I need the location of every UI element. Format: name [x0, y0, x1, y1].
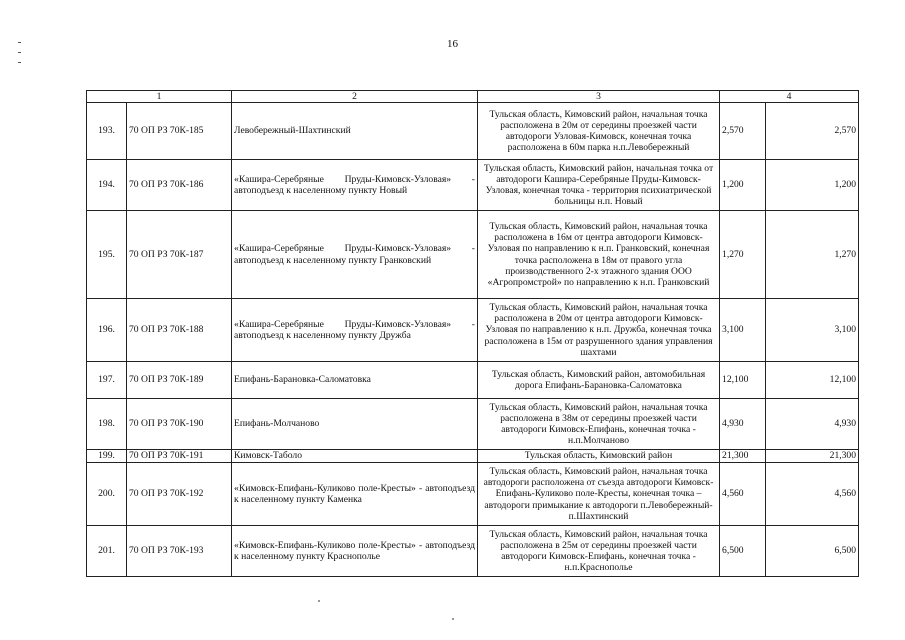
road-name: «Кашира-Серебряные Пруды-Кимовск-Узловая» - автоподъезд к населенному пункту Гранковский	[232, 211, 478, 299]
row-number: 199.	[87, 450, 127, 463]
road-name: Кимовск-Таболо	[232, 450, 478, 463]
road-code: 70 ОП РЗ 70К-187	[127, 211, 232, 299]
road-location: Тульская область, Кимовский район, автомобильная дорога Епифань-Барановка-Саломатовка	[478, 362, 720, 399]
road-location: Тульская область, Кимовский район, начальная точка расположена в 38м от середины проезжей части автодороги Кимовск-Епифань, конечная точка - н.п.Молчаново	[478, 399, 720, 450]
road-length-total: 1,200	[766, 160, 859, 211]
road-name: «Кашира-Серебряные Пруды-Кимовск-Узловая» - автоподъезд к населенному пункту Дружба	[232, 299, 478, 362]
road-name: «Кимовск-Епифань-Куликово поле-Кресты» - автоподъезд к населенному пункту Каменка	[232, 463, 478, 526]
road-code: 70 ОП РЗ 70К-193	[127, 526, 232, 577]
road-length-total: 2,570	[766, 103, 859, 160]
table-row	[87, 211, 859, 299]
road-code: 70 ОП РЗ 70К-190	[127, 399, 232, 450]
road-length-total: 6,500	[766, 526, 859, 577]
row-number: 196.	[87, 299, 127, 362]
road-length-total: 4,560	[766, 463, 859, 526]
margin-mark	[18, 52, 21, 53]
road-location: Тульская область, Кимовский район, начальная точка расположена в 20м от центра автодороги Кимовск-Узловая по направлению к н.п. Дружба, конечная точка расположена в 15м от разрушенного здания управления шахтами	[478, 299, 720, 362]
road-length: 4,930	[720, 399, 766, 450]
table-row	[87, 103, 859, 160]
margin-mark	[18, 62, 21, 63]
road-name: Левобережный-Шахтинский	[232, 103, 478, 160]
road-location: Тульская область, Кимовский район, начальная точка расположена в 16м от центра автодороги Кимовск-Узловая по направлению к н.п. Гранковский, конечная точка расположена в 18м от правого угла производственного 2-х этажного здания ООО «Агропромстрой» по направлению к н.п. Гранковский	[478, 211, 720, 299]
road-length-total: 21,300	[766, 450, 859, 463]
road-length-total: 3,100	[766, 299, 859, 362]
table-row	[87, 399, 859, 450]
row-number: 200.	[87, 463, 127, 526]
road-code: 70 ОП РЗ 70К-188	[127, 299, 232, 362]
table-row	[87, 362, 859, 399]
road-code: 70 ОП РЗ 70К-189	[127, 362, 232, 399]
table-row	[87, 160, 859, 211]
road-name: «Кимовск-Епифань-Куликово поле-Кресты» - автоподъезд к населенному пункту Краснополье	[232, 526, 478, 577]
road-length: 4,560	[720, 463, 766, 526]
road-length: 6,500	[720, 526, 766, 577]
road-code: 70 ОП РЗ 70К-185	[127, 103, 232, 160]
road-length-total: 1,270	[766, 211, 859, 299]
table-row	[87, 299, 859, 362]
table-row	[87, 463, 859, 526]
road-length-total: 12,100	[766, 362, 859, 399]
table-header-row	[87, 91, 859, 103]
page-number: 16	[447, 38, 458, 50]
road-location: Тульская область, Кимовский район, начальная точка расположена в 25м от середины проезжей части автодороги Кимовск-Епифань, конечная точка - н.п.Краснополье	[478, 526, 720, 577]
road-location: Тульская область, Кимовский район	[478, 450, 720, 463]
road-name: «Кашира-Серебряные Пруды-Кимовск-Узловая» - автоподъезд к населенному пункту Новый	[232, 160, 478, 211]
row-number: 197.	[87, 362, 127, 399]
road-code: 70 ОП РЗ 70К-191	[127, 450, 232, 463]
road-length: 1,200	[720, 160, 766, 211]
road-length-total: 4,930	[766, 399, 859, 450]
road-name: Епифань-Молчаново	[232, 399, 478, 450]
header-col-1: 1	[87, 91, 232, 103]
road-code: 70 ОП РЗ 70К-186	[127, 160, 232, 211]
row-number: 195.	[87, 211, 127, 299]
header-col-4: 4	[720, 91, 859, 103]
road-location: Тульская область, Кимовский район, начальная точка от автодороги Кашира-Серебряные Пруды-Кимовск-Узловая, конечная точка - территория психиатрической больницы н.п. Новый	[478, 160, 720, 211]
table-row	[87, 450, 859, 463]
road-length: 12,100	[720, 362, 766, 399]
header-col-3: 3	[478, 91, 720, 103]
row-number: 193.	[87, 103, 127, 160]
margin-mark	[18, 42, 21, 43]
scan-dot	[318, 600, 320, 602]
road-length: 21,300	[720, 450, 766, 463]
scan-dot	[452, 618, 454, 620]
road-length: 2,570	[720, 103, 766, 160]
road-name: Епифань-Барановка-Саломатовка	[232, 362, 478, 399]
row-number: 198.	[87, 399, 127, 450]
road-code: 70 ОП РЗ 70К-192	[127, 463, 232, 526]
road-location: Тульская область, Кимовский район, начальная точка расположена в 20м от середины проезжей части автодороги Узловая-Кимовск, конечная точка расположена в 60м парка н.п.Левобережный	[478, 103, 720, 160]
road-length: 1,270	[720, 211, 766, 299]
road-location: Тульская область, Кимовский район, начальная точка автодороги расположена от съезда автодороги Кимовск-Епифань-Куликово поле-Кресты, конечная точка – автодороги примыкание к автодороги п.Левобережный-п.Шахтинский	[478, 463, 720, 526]
row-number: 194.	[87, 160, 127, 211]
roads-registry-table	[86, 90, 859, 577]
road-length: 3,100	[720, 299, 766, 362]
table-row	[87, 526, 859, 577]
row-number: 201.	[87, 526, 127, 577]
header-col-2: 2	[232, 91, 478, 103]
